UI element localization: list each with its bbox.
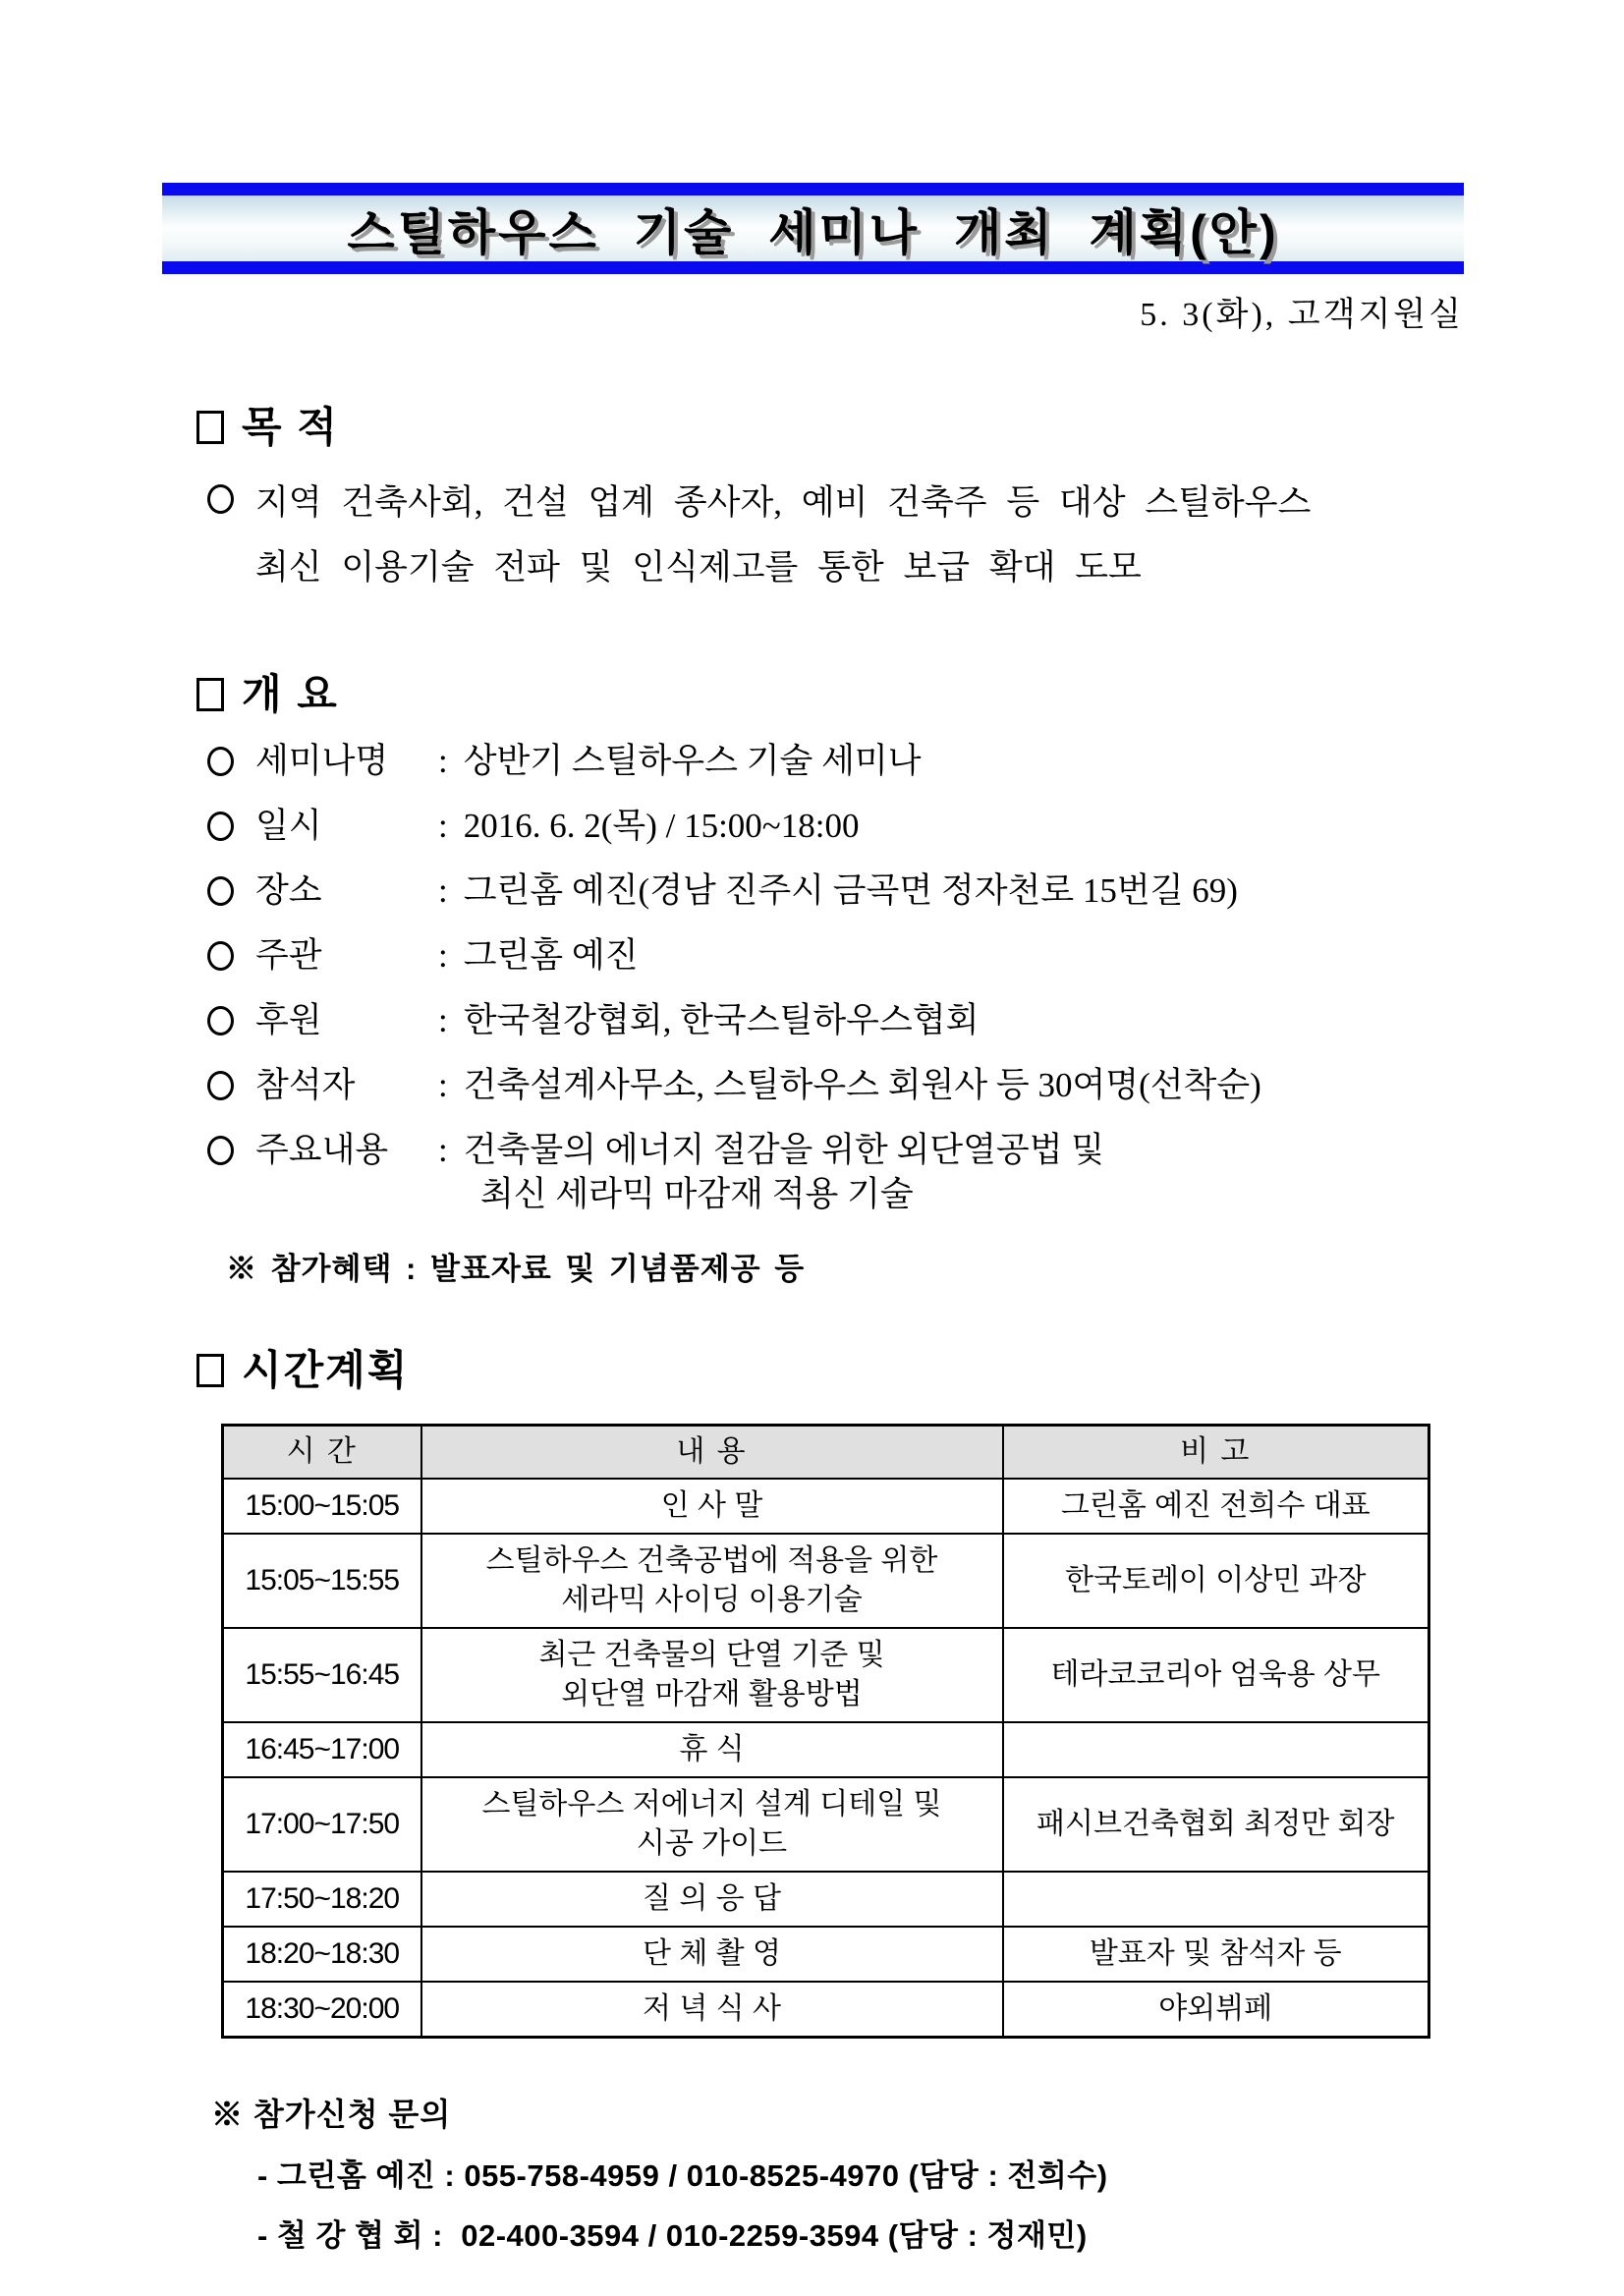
- overview-item-attendees: [201, 1063, 1464, 1107]
- schedule-content: 질 의 응 답: [421, 1872, 1003, 1927]
- table-row: [223, 1872, 1429, 1927]
- square-bullet-icon: [196, 1354, 224, 1387]
- contact-greenhome: - 그린홈 예진 : 055-758-4959 / 010-8525-4970 (담당 : 전희수): [257, 2158, 1108, 2193]
- schedule-content: 휴 식: [421, 1722, 1003, 1777]
- schedule-content: [421, 1534, 1003, 1628]
- schedule-content: 단 체 촬 영: [421, 1927, 1003, 1982]
- schedule-header-remark: 비 고: [1003, 1426, 1429, 1480]
- square-bullet-icon: [196, 678, 224, 711]
- overview-item-sponsor: [201, 998, 1464, 1042]
- schedule-content-line1: 스틸하우스 건축공법에 적용을 위한: [485, 1544, 938, 1577]
- overview-heading-label: 개 요: [242, 671, 339, 717]
- schedule-content-line2: 외단열 마감재 활용방법: [561, 1678, 863, 1710]
- schedule-content: [421, 1628, 1003, 1722]
- overview-item-label: 장소: [255, 871, 322, 910]
- table-row: [223, 1982, 1429, 2038]
- overview-item-text: [255, 933, 639, 978]
- schedule-time: 15:05~15:55: [223, 1534, 421, 1628]
- overview-item-value: 상반기 스틸하우스 기술 세미나: [463, 742, 922, 780]
- schedule-time: 18:20~18:30: [223, 1927, 421, 1982]
- circle-bullet-icon: [207, 1006, 234, 1036]
- overview-item-value-line2: 최신 세라믹 마감재 적용 기술: [480, 1175, 914, 1213]
- schedule-remark: 테라코코리아 엄욱용 상무: [1003, 1628, 1429, 1722]
- registration-inquiry-title: ※ 참가신청 문의: [211, 2097, 452, 2132]
- schedule-time: 15:00~15:05: [223, 1479, 421, 1534]
- schedule-content-line1: 스틸하우스 저에너지 설계 디테일 및: [481, 1788, 942, 1820]
- overview-item-value: 그린홈 예진: [463, 936, 639, 975]
- circle-bullet-icon: [207, 484, 234, 514]
- table-row: [223, 1777, 1429, 1872]
- schedule-time: 17:00~17:50: [223, 1777, 421, 1872]
- circle-bullet-icon: [207, 876, 234, 906]
- purpose-line-1: 지역 건축사회, 건설 업계 종사자, 예비 건축주 등 대상 스틸하우스: [255, 483, 1312, 522]
- colon-separator: :: [438, 1131, 448, 1169]
- square-bullet-icon: [196, 411, 224, 444]
- schedule-header-time: 시 간: [223, 1426, 421, 1480]
- table-row: [223, 1628, 1429, 1722]
- colon-separator: :: [438, 936, 448, 975]
- schedule-time: 16:45~17:00: [223, 1722, 421, 1777]
- circle-bullet-icon: [207, 747, 234, 776]
- overview-item-value: 그린홈 예진(경남 진주시 금곡면 정자천로 15번길 69): [463, 871, 1238, 910]
- purpose-section-heading: [196, 404, 1464, 451]
- schedule-header-content: 내 용: [421, 1426, 1003, 1480]
- contact-steel-association: - 철 강 협 회 : 02-400-3594 / 010-2259-3594 (담당 : 정재민): [257, 2218, 1088, 2253]
- purpose-heading-label: 목 적: [242, 404, 339, 450]
- circle-bullet-icon: [207, 1071, 234, 1100]
- schedule-remark: 야외뷔페: [1003, 1982, 1429, 2038]
- schedule-time: 18:30~20:00: [223, 1982, 421, 2038]
- schedule-content: 저 녁 식 사: [421, 1982, 1003, 2038]
- purpose-item: [201, 471, 1464, 600]
- colon-separator: :: [438, 1066, 448, 1104]
- colon-separator: :: [438, 1001, 448, 1039]
- overview-item-datetime: [201, 804, 1464, 848]
- participation-benefit-note: ※ 참가혜택 : 발표자료 및 기념품제공 등: [226, 1252, 806, 1286]
- overview-item-label: 일시: [255, 807, 322, 845]
- overview-item-label: 참석자: [255, 1066, 356, 1104]
- overview-item-main-topics: [201, 1128, 1464, 1216]
- schedule-remark: 그린홈 예진 전희수 대표: [1003, 1479, 1429, 1534]
- overview-item-text: [255, 1128, 1464, 1216]
- circle-bullet-icon: [207, 812, 234, 841]
- overview-item-location: [201, 868, 1464, 913]
- overview-item-seminar-name: [201, 739, 1464, 783]
- schedule-content: 인 사 말: [421, 1479, 1003, 1534]
- overview-item-value: 건축물의 에너지 절감을 위한 외단열공법 및: [463, 1131, 1105, 1169]
- overview-item-value: 2016. 6. 2(목) / 15:00~18:00: [463, 807, 860, 845]
- schedule-remark: 패시브건축협회 최정만 회장: [1003, 1777, 1429, 1872]
- schedule-content-line2: 세라믹 사이딩 이용기술: [561, 1584, 863, 1616]
- overview-item-text: [255, 868, 1238, 913]
- table-row: [223, 1479, 1429, 1534]
- overview-item-organizer: [201, 933, 1464, 978]
- overview-item-text: [255, 1063, 1261, 1107]
- schedule-remark: [1003, 1872, 1429, 1927]
- colon-separator: :: [438, 807, 448, 845]
- schedule-table: [221, 1424, 1430, 2039]
- schedule-time: 15:55~16:45: [223, 1628, 421, 1722]
- overview-item-value: 건축설계사무소, 스틸하우스 회원사 등 30여명(선착순): [463, 1066, 1261, 1104]
- circle-bullet-icon: [207, 941, 234, 971]
- overview-item-text: [255, 804, 859, 848]
- overview-item-label: 주요내용: [255, 1131, 389, 1169]
- schedule-time: 17:50~18:20: [223, 1872, 421, 1927]
- circle-bullet-icon: [207, 1136, 234, 1165]
- schedule-section-heading: [196, 1347, 1464, 1394]
- schedule-remark: 한국토레이 이상민 과장: [1003, 1534, 1429, 1628]
- overview-section-heading: [196, 671, 1464, 718]
- overview-item-label: 후원: [255, 1001, 322, 1039]
- overview-item-label: 세미나명: [255, 742, 389, 780]
- date-department-line: 5. 3(화), 고객지원실: [1140, 297, 1464, 333]
- overview-item-text: [255, 998, 979, 1042]
- colon-separator: :: [438, 742, 448, 780]
- title-banner: [162, 183, 1464, 274]
- schedule-remark: [1003, 1722, 1429, 1777]
- table-row: [223, 1534, 1429, 1628]
- schedule-content: [421, 1777, 1003, 1872]
- colon-separator: :: [438, 871, 448, 910]
- document-title: 스틸하우스 기술 세미나 개최 계획(안): [347, 204, 1279, 260]
- table-row: [223, 1927, 1429, 1982]
- overview-item-text: [255, 739, 922, 783]
- purpose-line-2: 최신 이용기술 전파 및 인식제고를 통한 보급 확대 도모: [255, 548, 1142, 587]
- overview-item-label: 주관: [255, 936, 322, 975]
- overview-item-value: 한국철강협회, 한국스틸하우스협회: [463, 1001, 980, 1039]
- schedule-remark: 발표자 및 참석자 등: [1003, 1927, 1429, 1982]
- schedule-content-line1: 최근 건축물의 단열 기준 및: [538, 1639, 885, 1671]
- table-row: [223, 1722, 1429, 1777]
- schedule-content-line2: 시공 가이드: [636, 1827, 788, 1860]
- schedule-heading-label: 시간계획: [242, 1347, 410, 1393]
- purpose-text: [255, 471, 1311, 600]
- schedule-header-row: [223, 1426, 1429, 1480]
